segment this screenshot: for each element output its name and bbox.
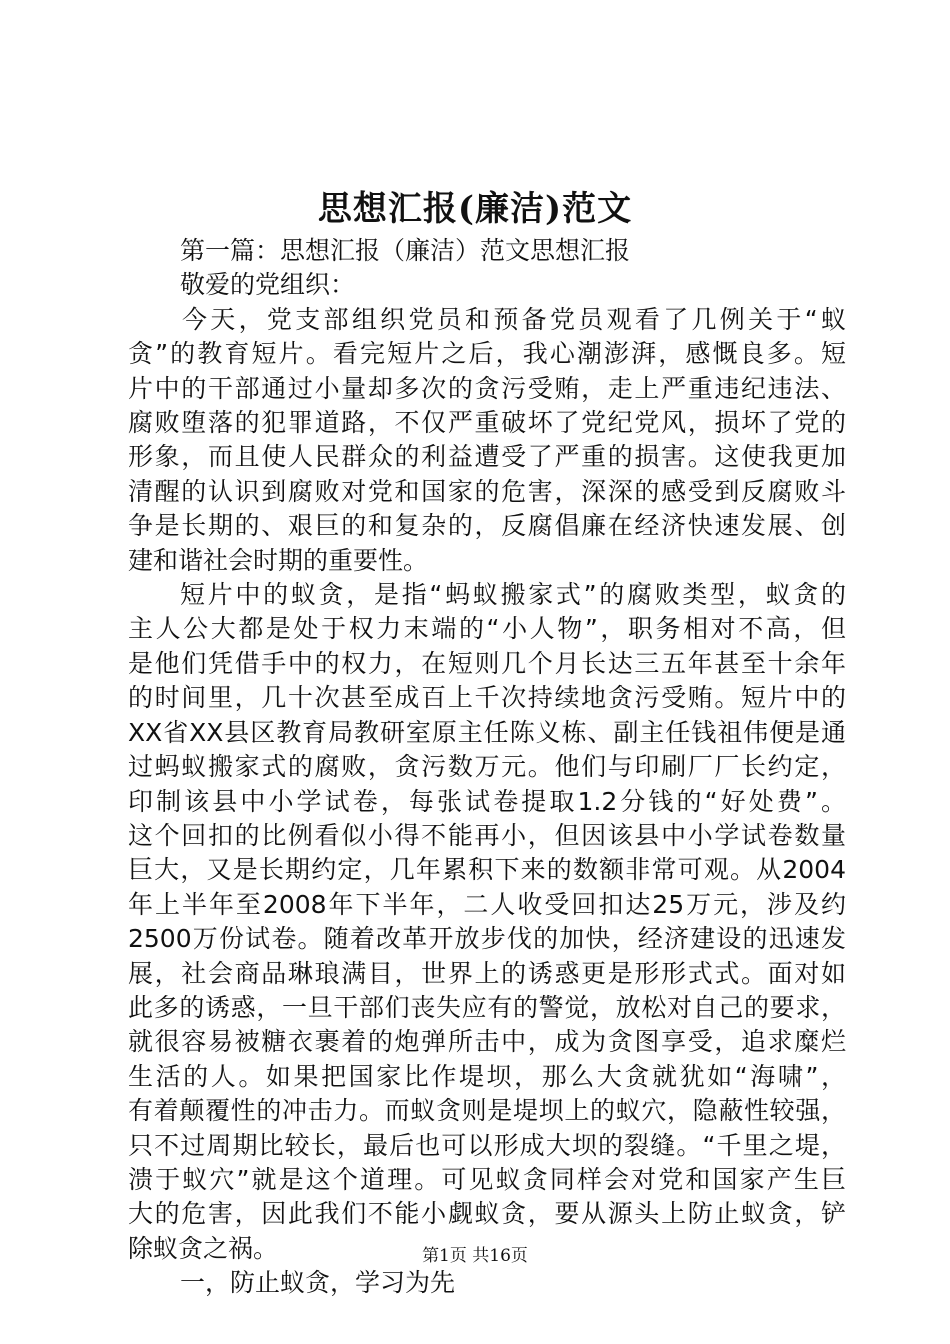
paragraph-2-line: 2500万份试卷。随着改革开放步伐的加快，经济建设的迅速发 [128,924,846,954]
subsection-heading: 一，防止蚁贪，学习为先 [180,1268,456,1298]
paragraph-1-line: 腐败堕落的犯罪道路，不仅严重破坏了党纪党风，损坏了党的 [128,408,846,438]
paragraph-2-line: 大的危害，因此我们不能小觑蚁贪，要从源头上防止蚁贪，铲 [128,1199,846,1229]
paragraph-1-line: 贪”的教育短片。看完短片之后，我心潮澎湃，感慨良多。短 [128,339,846,369]
paragraph-1-line: 今天，党支部组织党员和预备党员观看了几例关于“蚁 [182,304,846,334]
paragraph-2-line: 印制该县中小学试卷，每张试卷提取1.2分钱的“好处费”。 [128,786,846,816]
paragraph-2-line: 只不过周期比较长，最后也可以形成大坝的裂缝。“千里之堤， [128,1130,846,1160]
paragraph-2-line: 展，社会商品琳琅满目，世界上的诱惑更是形形式式。面对如 [128,958,846,988]
paragraph-2-line: 年上半年至2008年下半年，二人收受回扣达25万元，涉及约 [128,889,846,919]
page-number: 第1页 共16页 [422,1246,528,1266]
paragraph-2-line: XX省XX县区教育局教研室原主任陈义栋、副主任钱祖伟便是通 [128,717,846,747]
paragraph-2-line: 的时间里，几十次甚至成百上千次持续地贪污受贿。短片中的 [128,683,846,713]
paragraph-1-line: 片中的干部通过小量却多次的贪污受贿，走上严重违纪违法、 [128,373,846,403]
salutation: 敬爱的党组织： [180,270,356,300]
paragraph-1-line: 清醒的认识到腐败对党和国家的危害，深深的感受到反腐败斗 [128,476,846,506]
paragraph-2-line: 有着颠覆性的冲击力。而蚁贪则是堤坝上的蚁穴，隐蔽性较强， [128,1096,846,1126]
paragraph-1-line: 争是长期的、艰巨的和复杂的，反腐倡廉在经济快速发展、创 [128,511,846,541]
paragraph-2-line: 过蚂蚁搬家式的腐败，贪污数万元。他们与印刷厂厂长约定， [128,752,846,782]
paragraph-2-line: 此多的诱惑，一旦干部们丧失应有的警觉，放松对自己的要求， [128,992,846,1022]
paragraph-1-line: 建和谐社会时期的重要性。 [128,545,429,575]
paragraph-2-line: 巨大，又是长期约定，几年累积下来的数额非常可观。从2004 [128,855,846,885]
paragraph-2-line: 是他们凭借手中的权力，在短则几个月长达三五年甚至十余年 [128,648,846,678]
paragraph-2-line: 短片中的蚁贪，是指“蚂蚁搬家式”的腐败类型，蚁贪的 [180,580,846,610]
section-heading: 第一篇：思想汇报（廉洁）范文思想汇报 [180,236,631,265]
document-title: 思想汇报(廉洁)范文 [317,189,633,229]
paragraph-2-line: 这个回扣的比例看似小得不能再小，但因该县中小学试卷数量 [128,820,846,850]
paragraph-2-line: 溃于蚁穴”就是这个道理。可见蚁贪同样会对党和国家产生巨 [128,1164,846,1194]
paragraph-2-line: 就很容易被糖衣裹着的炮弹所击中，成为贪图享受，追求糜烂 [128,1027,846,1057]
paragraph-2-line: 主人公大都是处于权力末端的“小人物”，职务相对不高，但 [128,614,846,644]
document-body [128,234,846,1301]
paragraph-2-line: 除蚁贪之祸。 [128,1233,279,1263]
paragraph-2-line: 生活的人。如果把国家比作堤坝，那么大贪就犹如“海啸”， [128,1061,846,1091]
paragraph-1-line: 形象，而且使人民群众的利益遭受了严重的损害。这使我更加 [128,442,846,472]
